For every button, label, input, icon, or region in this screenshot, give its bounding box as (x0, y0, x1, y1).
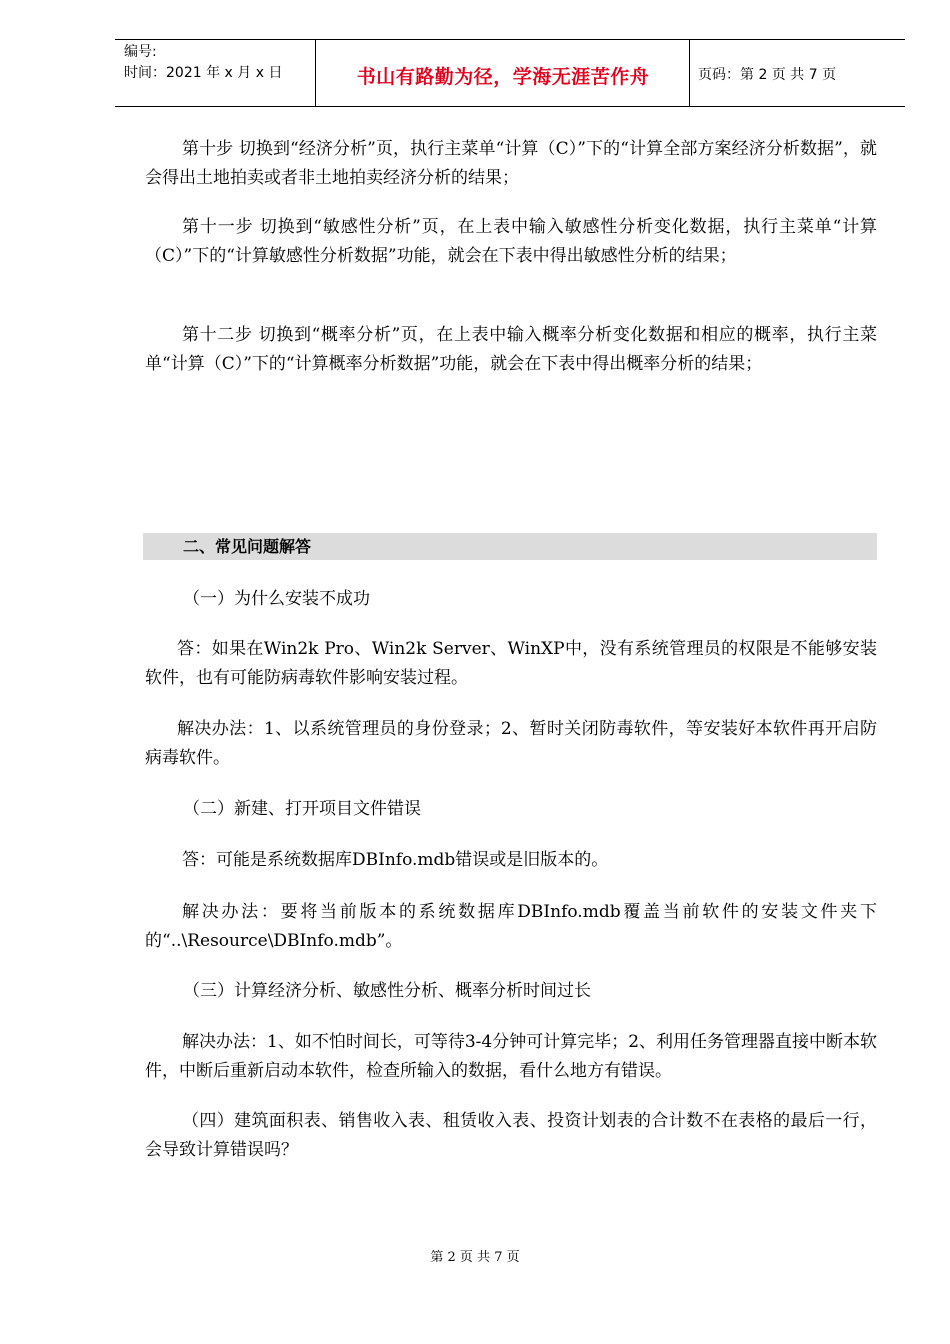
faq-solution-3: 解决办法：1、如不怕时间长，可等待3-4分钟可计算完毕；2、利用任务管理器直接中断本软件，中断后重新启动本软件，检查所输入的数据，看什么地方有错误。 (145, 1032, 878, 1081)
header-number-label: 编号: (124, 44, 157, 60)
faq-question-1: （一）为什么安装不成功 (183, 589, 370, 609)
faq-question-3: （三）计算经济分析、敏感性分析、概率分析时间过长 (183, 981, 591, 1001)
faq-solution-1: 解决办法：1、以系统管理员的身份登录；2、暂时关闭防毒软件，等安装好本软件再开启防病毒软件。 (145, 719, 877, 768)
step-eleven: 第十一步 切换到“敏感性分析”页，在上表中输入敏感性分析变化数据，执行主菜单“计算（C）”下的“计算敏感性分析数据”功能，就会在下表中得出敏感性分析的结果； (145, 217, 877, 266)
header-time-label: 时间：2021 年 x 月 x 日 (124, 65, 283, 81)
faq-question-4: （四）建筑面积表、销售收入表、租赁收入表、投资计划表的合计数不在表格的最后一行，会导致计算错误吗？ (145, 1111, 877, 1160)
faq-answer-2: 答：可能是系统数据库DBInfo.mdb错误或是旧版本的。 (182, 850, 609, 870)
step-ten: 第十步 切换到“经济分析”页，执行主菜单“计算（C）”下的“计算全部方案经济分析数据”，就会得出土地拍卖或者非土地拍卖经济分析的结果； (145, 139, 877, 188)
faq-question-2: （二）新建、打开项目文件错误 (183, 799, 421, 819)
header-meta (124, 42, 282, 84)
step-twelve: 第十二步 切换到“概率分析”页，在上表中输入概率分析变化数据和相应的概率，执行主菜单“计算（C）”下的“计算概率分析数据”功能，就会在下表中得出概率分析的结果； (145, 325, 877, 374)
faq-solution-2: 解决办法：要将当前版本的系统数据库DBInfo.mdb覆盖当前软件的安装文件夹下的“..\Resource\DBInfo.mdb”。 (145, 902, 877, 951)
header-bottom-border (115, 106, 905, 107)
footer-page-number: 第 2 页 共 7 页 (430, 1250, 520, 1265)
header-top-border (115, 39, 905, 40)
header-motto: 书山有路勤为径，学海无涯苦作舟 (356, 66, 650, 88)
faq-answer-1: 答：如果在Win2k Pro、Win2k Server、WinXP中，没有系统管理员的权限是不能够安装软件，也有可能防病毒软件影响安装过程。 (145, 639, 877, 688)
header-page-label: 页码：第 2 页 共 7 页 (698, 67, 837, 83)
section-heading: 二、常见问题解答 (183, 537, 312, 556)
